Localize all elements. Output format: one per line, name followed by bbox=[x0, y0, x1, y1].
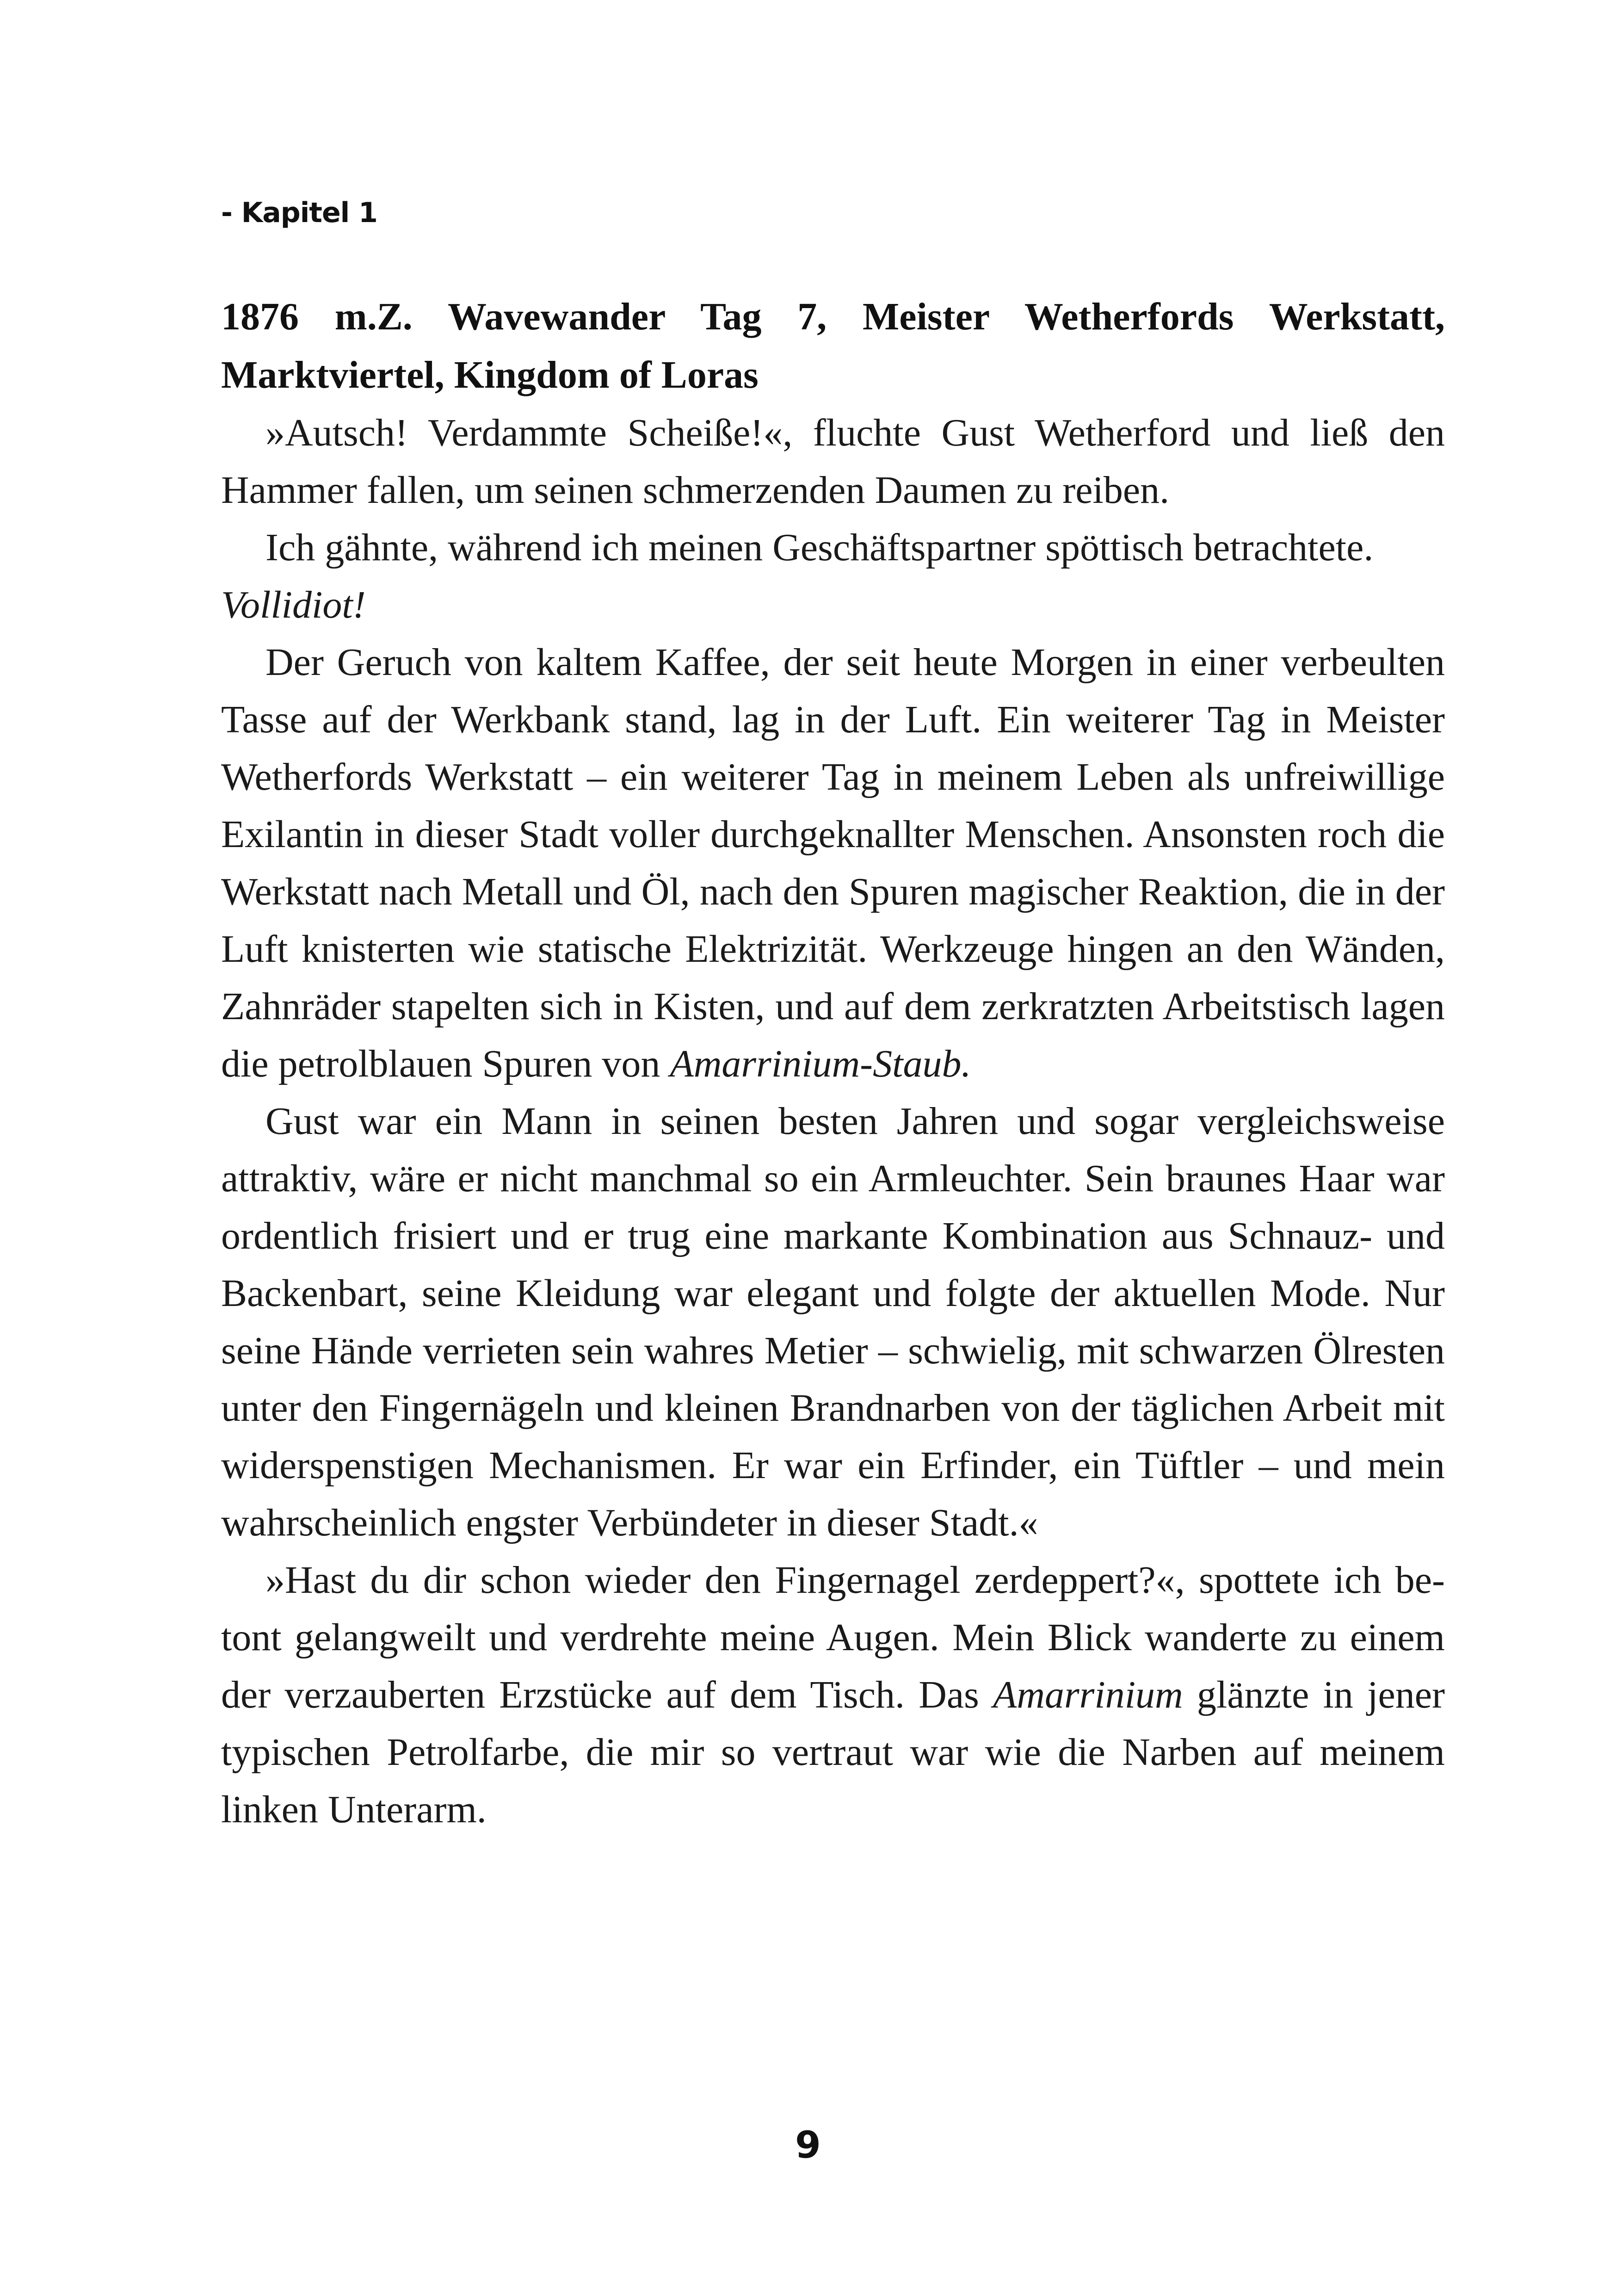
paragraph-2 bbox=[221, 519, 1445, 634]
paragraph-2-text: Ich gähnte, während ich meinen Geschäftspartner spöttisch betrachtete. bbox=[265, 526, 1374, 569]
paragraph-3 bbox=[221, 634, 1445, 1093]
page-number: 9 bbox=[795, 2123, 821, 2166]
chapter-label: - Kapitel 1 bbox=[221, 197, 377, 229]
paragraph-3-text: Der Geruch von kaltem Kaffee, der seit heute Morgen in einer verbeulten Tasse auf der Werkbank stand, lag in der Luft. Ein weiterer Tag in Meister Wetherfords Werkstatt – ein weiterer Tag in meinem Leben als unfreiwillige Exilantin in dieser Stadt voller durchgeknallter Menschen. Ansonsten roch die Werkstatt nach Metall und Öl, nach den Spuren magischer Reaktion, die in der Luft knisterten wie statische Elektrizität. Werkzeuge hingen an den Wänden, Zahnräder stapelten sich in Kisten, und auf dem zerkratzten Arbeitstisch lagen die petrolblauen Spuren von bbox=[221, 641, 1445, 1085]
paragraph-5-before: »Hast du dir schon wieder den Fingernagel zerdeppert?«, spottete ich betont gelangweilt und verdrehte meine Augen. Mein Blick wanderte zu einem der verzauberten Erzstücke auf dem Tisch. Das bbox=[221, 1559, 1445, 1716]
paragraph-4: Gust war ein Mann in seinen besten Jahren und sogar vergleichsweise attraktiv, wäre er nicht manchmal so ein Armleuchter. Sein braunes Haar war ordentlich frisiert und er trug eine markante Kombination aus Schnauz- und Backenbart, seine Kleidung war elegant und folgte der aktuellen Mode. Nur seine Hände verrieten sein wahres Metier – schwielig, mit schwarzen Ölresten unter den Fingernägeln und kleinen Brandnarben von der täglichen Arbeit mit widerspenstigen Mechanismen. Er war ein Erfinder, ein Tüftler – und mein wahrscheinlich engster Verbündeter in dieser Stadt.« bbox=[221, 1100, 1445, 1544]
page-body bbox=[221, 288, 1445, 1838]
paragraph-1: »Autsch! Verdammte Scheiße!«, fluchte Gust Wetherford und ließ den Hammer fallen, um seinen schmerzenden Daumen zu reiben. bbox=[221, 411, 1445, 512]
section-heading: 1876 m.Z. Wavewander Tag 7, Meister Wetherfords Werkstatt, Marktviertel, Kingdom of Loras bbox=[221, 295, 1445, 396]
paragraph-3-italic: Amarrinium-Staub. bbox=[670, 1042, 971, 1085]
paragraph-5 bbox=[221, 1552, 1445, 1838]
paragraph-5-italic: Amarrinium bbox=[993, 1673, 1183, 1716]
paragraph-5-after: glänzte in jener typischen Petrolfarbe, die mir so vertraut war wie die Narben auf meinem linken Unterarm. bbox=[221, 1673, 1445, 1831]
paragraph-2-italic: Vollidiot! bbox=[221, 583, 366, 626]
